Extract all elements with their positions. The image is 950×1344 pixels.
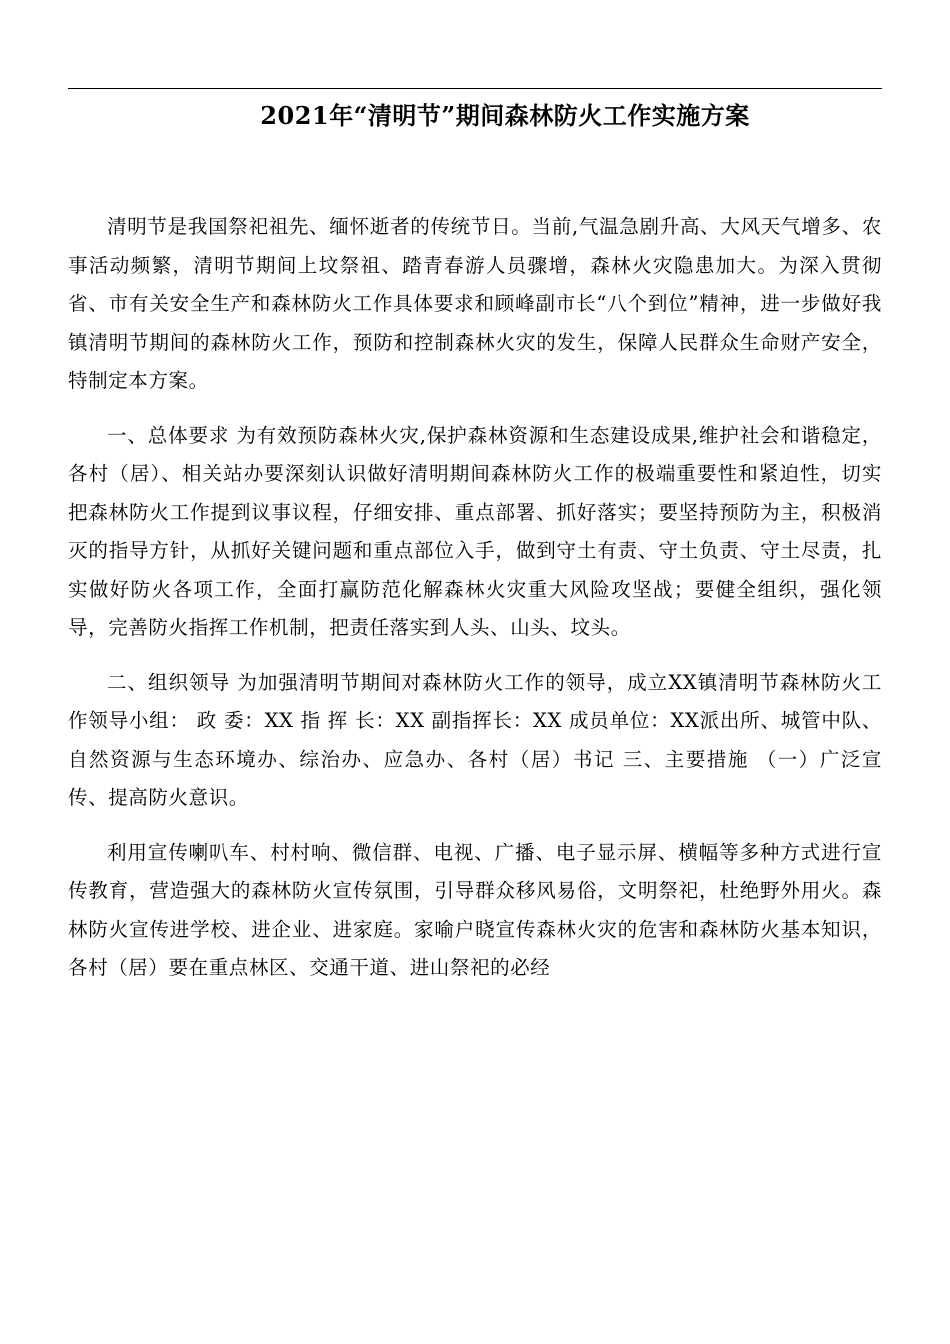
document-title: 2021年“清明节”期间森林防火工作实施方案	[260, 101, 750, 130]
header-rule	[68, 88, 882, 89]
paragraph-general-requirements: 一、总体要求 为有效预防森林火灾,保护森林资源和生态建设成果,维护社会和谐稳定，各村（居）、相关站办要深刻认识做好清明期间森林防火工作的极端重要性和紧迫性，切实把森林防火工作提到议事议程，仔细安排、重点部署、抓好落实；要坚持预防为主，积极消灭的指导方针，从抓好关键问题和重点部位入手，做到守土有责、守土负责、守土尽责，扎实做好防火各项工作，全面打赢防范化解森林火灾重大风险攻坚战；要健全组织，强化领导，完善防火指挥工作机制，把责任落实到人头、山头、坟头。	[68, 423, 882, 639]
paragraph-intro: 清明节是我国祭祀祖先、缅怀逝者的传统节日。当前,气温急剧升高、大风天气增多、农事活动频繁，清明节期间上坟祭祖、踏青春游人员骤增，森林火灾隐患加大。为深入贯彻省、市有关安全生产和森林防火工作具体要求和顾峰副市长“八个到位”精神，进一步做好我镇清明节期间的森林防火工作，预防和控制森林火灾的发生，保障人民群众生命财产安全，特制定本方案。	[68, 215, 882, 392]
paragraph-publicity: 利用宣传喇叭车、村村响、微信群、电视、广播、电子显示屏、横幅等多种方式进行宣传教育，营造强大的森林防火宣传氛围，引导群众移风易俗，文明祭祀，杜绝野外用火。森林防火宣传进学校、进企业、进家庭。家喻户晓宣传森林火灾的危害和森林防火基本知识，各村（居）要在重点林区、交通干道、进山祭祀的必经	[68, 840, 882, 979]
paragraph-organization: 二、组织领导 为加强清明节期间对森林防火工作的领导，成立XX镇清明节森林防火工作领导小组： 政 委：XX 指 挥 长：XX 副指挥长：XX 成员单位：XX派出所、城管中队、自然资源与生态环境办、综治办、应急办、各村（居）书记 三、主要措施 （一）广泛宣传、提高防火意识。	[68, 670, 882, 809]
document-body	[68, 208, 882, 988]
